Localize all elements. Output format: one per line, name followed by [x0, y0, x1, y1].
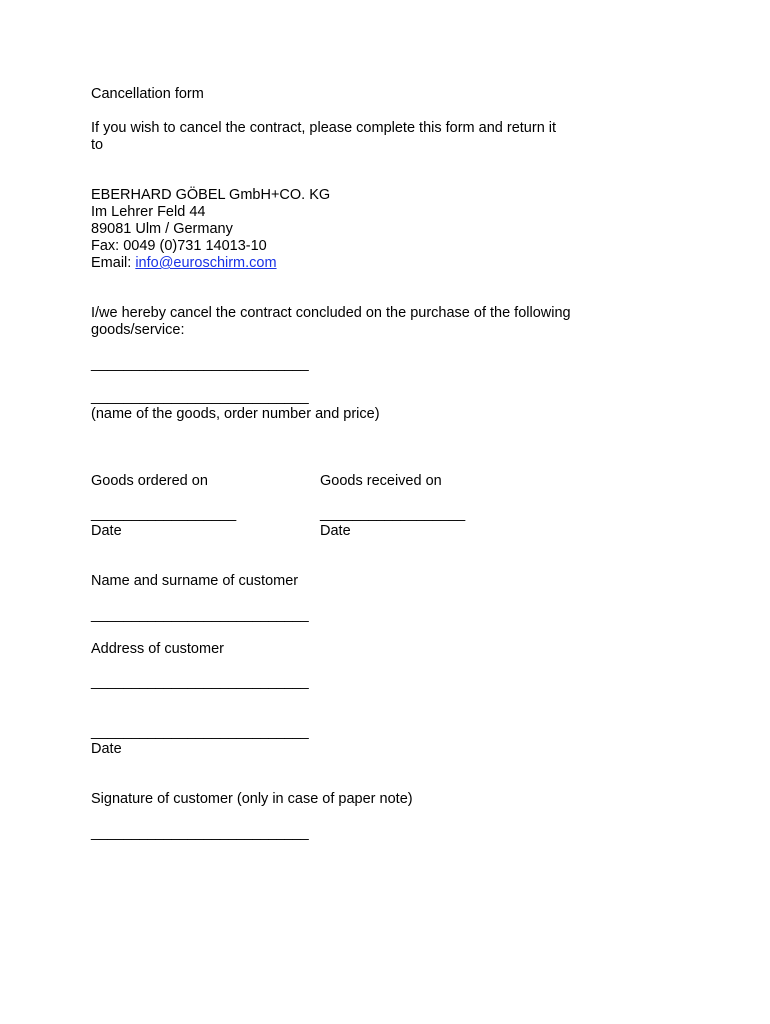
statement-line-1: I/we hereby cancel the contract concluded on the purchase of the following — [91, 305, 571, 321]
received-date-label: Date — [320, 523, 351, 539]
company-fax: Fax: 0049 (0)731 14013-10 — [91, 238, 267, 254]
goods-blank-1: ___________________________ — [91, 356, 309, 372]
intro-line-2: to — [91, 137, 104, 153]
company-email-line — [91, 255, 277, 272]
goods-blank-2: ___________________________ — [91, 389, 309, 405]
goods-received-label: Goods received on — [320, 473, 442, 489]
goods-ordered-label: Goods ordered on — [91, 473, 208, 489]
signature-label: Signature of customer (only in case of paper note) — [91, 791, 413, 807]
goods-caption: (name of the goods, order number and price) — [91, 406, 380, 422]
customer-name-label: Name and surname of customer — [91, 573, 299, 589]
company-street: Im Lehrer Feld 44 — [91, 204, 206, 220]
company-name: EBERHARD GÖBEL GmbH+CO. KG — [91, 187, 331, 203]
email-link[interactable]: info@euroschirm.com — [135, 255, 277, 271]
customer-address-blank: ___________________________ — [91, 674, 309, 690]
customer-address-label: Address of customer — [91, 641, 224, 657]
ordered-date-blank: __________________ — [91, 506, 237, 522]
company-city: 89081 Ulm / Germany — [91, 221, 233, 237]
signature-blank: ___________________________ — [91, 825, 309, 841]
customer-name-blank: ___________________________ — [91, 607, 309, 623]
statement-line-2: goods/service: — [91, 322, 185, 338]
intro-line-1: If you wish to cancel the contract, please complete this form and return it — [91, 120, 557, 136]
email-label: Email: — [91, 255, 136, 271]
ordered-date-label: Date — [91, 523, 122, 539]
date-blank: ___________________________ — [91, 724, 309, 740]
date-label: Date — [91, 741, 122, 757]
received-date-blank: __________________ — [320, 506, 466, 522]
form-title: Cancellation form — [91, 86, 204, 102]
